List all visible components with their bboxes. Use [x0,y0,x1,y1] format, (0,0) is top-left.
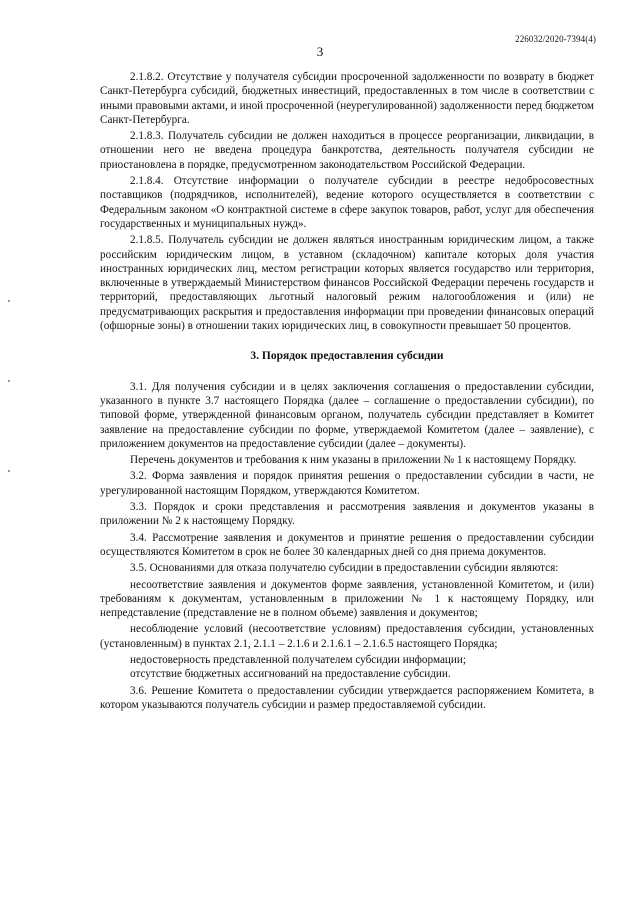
paragraph-3-6: 3.6. Решение Комитета о предоставлении субсидии утверждается распоряжением Комитета, в котором указываются получатель субсидии и размер предоставляемой субсидии. [100,684,594,711]
document-body [100,70,594,712]
paragraph-3-2: 3.2. Форма заявления и порядок принятия решения о предоставлении субсидии в части, не урегулированной настоящим Порядком, утверждаются Комитетом. [100,470,594,497]
paragraph-2-1-8-3: 2.1.8.3. Получатель субсидии не должен находиться в процессе реорганизации, ликвидации, в отношении него не введена процедура банкротства, деятельность получателя субсидии не приостановлена в порядке, предусмотренном законодательством Российской Федерации. [100,130,594,171]
refusal-reason-item: отсутствие бюджетных ассигнований на предоставление субсидии. [130,668,451,681]
section-heading: 3. Порядок предоставления субсидии [250,350,444,363]
paragraph-2-1-8-4: 2.1.8.4. Отсутствие информации о получателе субсидии в реестре недобросовестных поставщиков (подрядчиков, исполнителей), ведение которого осуществляется в соответствии с Федеральным законом «О контрактной системе в сфере закупок товаров, работ, услуг для обеспечения государственных и муниципальных нужд». [100,175,594,230]
paragraph-3-5: 3.5. Основаниями для отказа получателю субсидии в предоставлении субсидии являются: [130,562,559,575]
scan-margin-mark [8,380,10,382]
paragraph-documents-list: Перечень документов и требования к ним указаны в приложении № 1 к настоящему Порядку. [130,454,577,467]
refusal-reason-item: несоблюдение условий (несоответствие условиям) предоставления субсидии, установленных (установленным) в пунктах 2.1, 2.1.1 – 2.1.6 и 2.1.6.1 – 2.1.6.5 настоящего Порядка; [100,623,594,650]
document-number: 226032/2020-7394(4) [515,34,596,44]
scan-margin-mark [8,470,10,472]
paragraph-2-1-8-2: 2.1.8.2. Отсутствие у получателя субсидии просроченной задолженности по возврату в бюджет Санкт-Петербурга субсидий, бюджетных инвестиций, предоставленных в том числе в соответствии с иными правовыми актами, и иной просроченной (неурегулированной) задолженности перед бюджетом Санкт-Петербурга. [100,71,594,126]
refusal-reason-item: несоответствие заявления и документов форме заявления, установленной Комитетом, и (или) требованиям к документам, установленным в приложении № 1 к настоящему Порядку, или непредставление (представление не в полном объеме) заявления и документов; [100,578,594,620]
paragraph-2-1-8-5: 2.1.8.5. Получатель субсидии не должен являться иностранным юридическим лицом, а также российским юридическим лицом, в уставном (складочном) капитале которых доля участия иностранных юридических лиц, местом регистрации которых является государство или территория, включенные в утверждаемый Министерством финансов Российской Федерации перечень государств и территорий, предоставляющих льготный налоговый режим налогообложения и (или) не предусматривающих раскрытия и предоставления информации при проведении финансовых операций (офшорные зоны) в отношении таких юридических лиц, в совокупности превышает 50 процентов. [100,234,594,333]
paragraph-3-3: 3.3. Порядок и сроки представления и рассмотрения заявления и документов указаны в приложении № 2 к настоящему Порядку. [100,501,594,528]
paragraph-3-1: 3.1. Для получения субсидии и в целях заключения соглашения о предоставлении субсидии, указанного в пункте 3.7 настоящего Порядка (далее – соглашение о предоставлении субсидии), по типовой форме, утвержденной финансовым органом, получатель субсидии представляет в Комитет заявление на предоставление субсидии по форме, утверждаемой Комитетом (далее – заявление), с приложением документов на предоставление субсидии (далее – документы). [100,380,594,450]
paragraph-3-4: 3.4. Рассмотрение заявления и документов и принятие решения о предоставлении субсидии осуществляются Комитетом в срок не более 30 календарных дней со дня приема документов. [100,531,594,558]
refusal-reason-item: недостоверность представленной получателем субсидии информации; [130,653,466,666]
scan-margin-mark [8,300,10,302]
page-number: 3 [316,44,324,59]
